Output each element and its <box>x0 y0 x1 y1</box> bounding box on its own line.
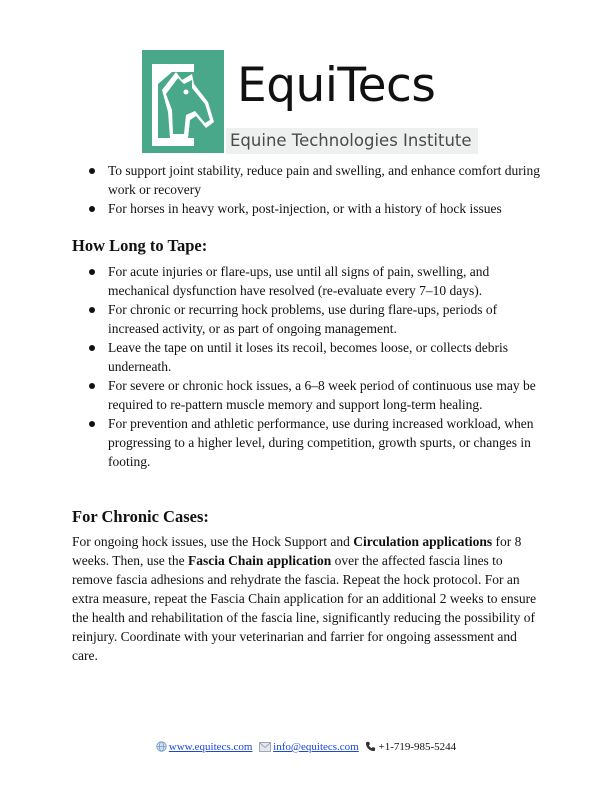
section-heading-chronic: For Chronic Cases: <box>72 507 209 526</box>
bullet-icon <box>89 269 95 275</box>
website-link[interactable]: www.equitecs.com <box>168 741 253 753</box>
list-item: For chronic or recurring hock problems, use during flare-ups, periods of increased activity, or as part of ongoing management. <box>72 300 542 338</box>
bullet-icon <box>89 168 95 174</box>
phone-number: +1-719-985-5244 <box>378 741 457 753</box>
horse-logo-icon <box>142 50 224 153</box>
chronic-paragraph: For ongoing hock issues, use the Hock Support and Circulation applications for 8 weeks. Then, use the Fascia Chain application over the affected fascia lines to remove fascia adhesions and rehydrate the fascia. Repeat the hock protocol. For an extra measure, repeat the Fascia Chain application for an additional 2 weeks to ensure the health and rehabilitation of the fascia line, significantly reducing the possibility of reinjury. Coordinate with your veterinarian and farrier for ongoing assessment and care. <box>72 534 537 663</box>
list-item: Leave the tape on until it loses its recoil, becomes loose, or collects debris underneath. <box>72 338 542 376</box>
logo <box>142 50 478 154</box>
list-item: For prevention and athletic performance, use during increased workload, when progressing to a higher level, during competition, growth spurts, or changes in footing. <box>72 414 542 471</box>
how-long-bullet-list <box>72 262 542 471</box>
bullet-icon <box>89 307 95 313</box>
bullet-icon <box>89 345 95 351</box>
bullet-icon <box>89 383 95 389</box>
bullet-icon <box>89 206 95 212</box>
section-heading-how-long: How Long to Tape: <box>72 236 208 255</box>
list-item: For acute injuries or flare-ups, use until all signs of pain, swelling, and mechanical dysfunction have resolved (re-evaluate every 7–10 days). <box>72 262 542 300</box>
globe-icon <box>156 741 167 752</box>
email-link[interactable]: info@equitecs.com <box>273 741 359 753</box>
envelope-icon <box>259 742 271 752</box>
phone-icon <box>365 741 376 752</box>
brand-name: EquiTecs <box>237 58 436 113</box>
list-item: For horses in heavy work, post-injection, or with a history of hock issues <box>72 199 542 218</box>
bullet-icon <box>89 421 95 427</box>
list-item: For severe or chronic hock issues, a 6–8 week period of continuous use may be required to re-pattern muscle memory and support long-term healing. <box>72 376 542 414</box>
contact-footer <box>0 740 612 754</box>
intro-bullet-list <box>72 161 542 218</box>
list-item: To support joint stability, reduce pain and swelling, and enhance comfort during work or recovery <box>72 161 542 199</box>
brand-tagline: Equine Technologies Institute <box>230 131 472 150</box>
